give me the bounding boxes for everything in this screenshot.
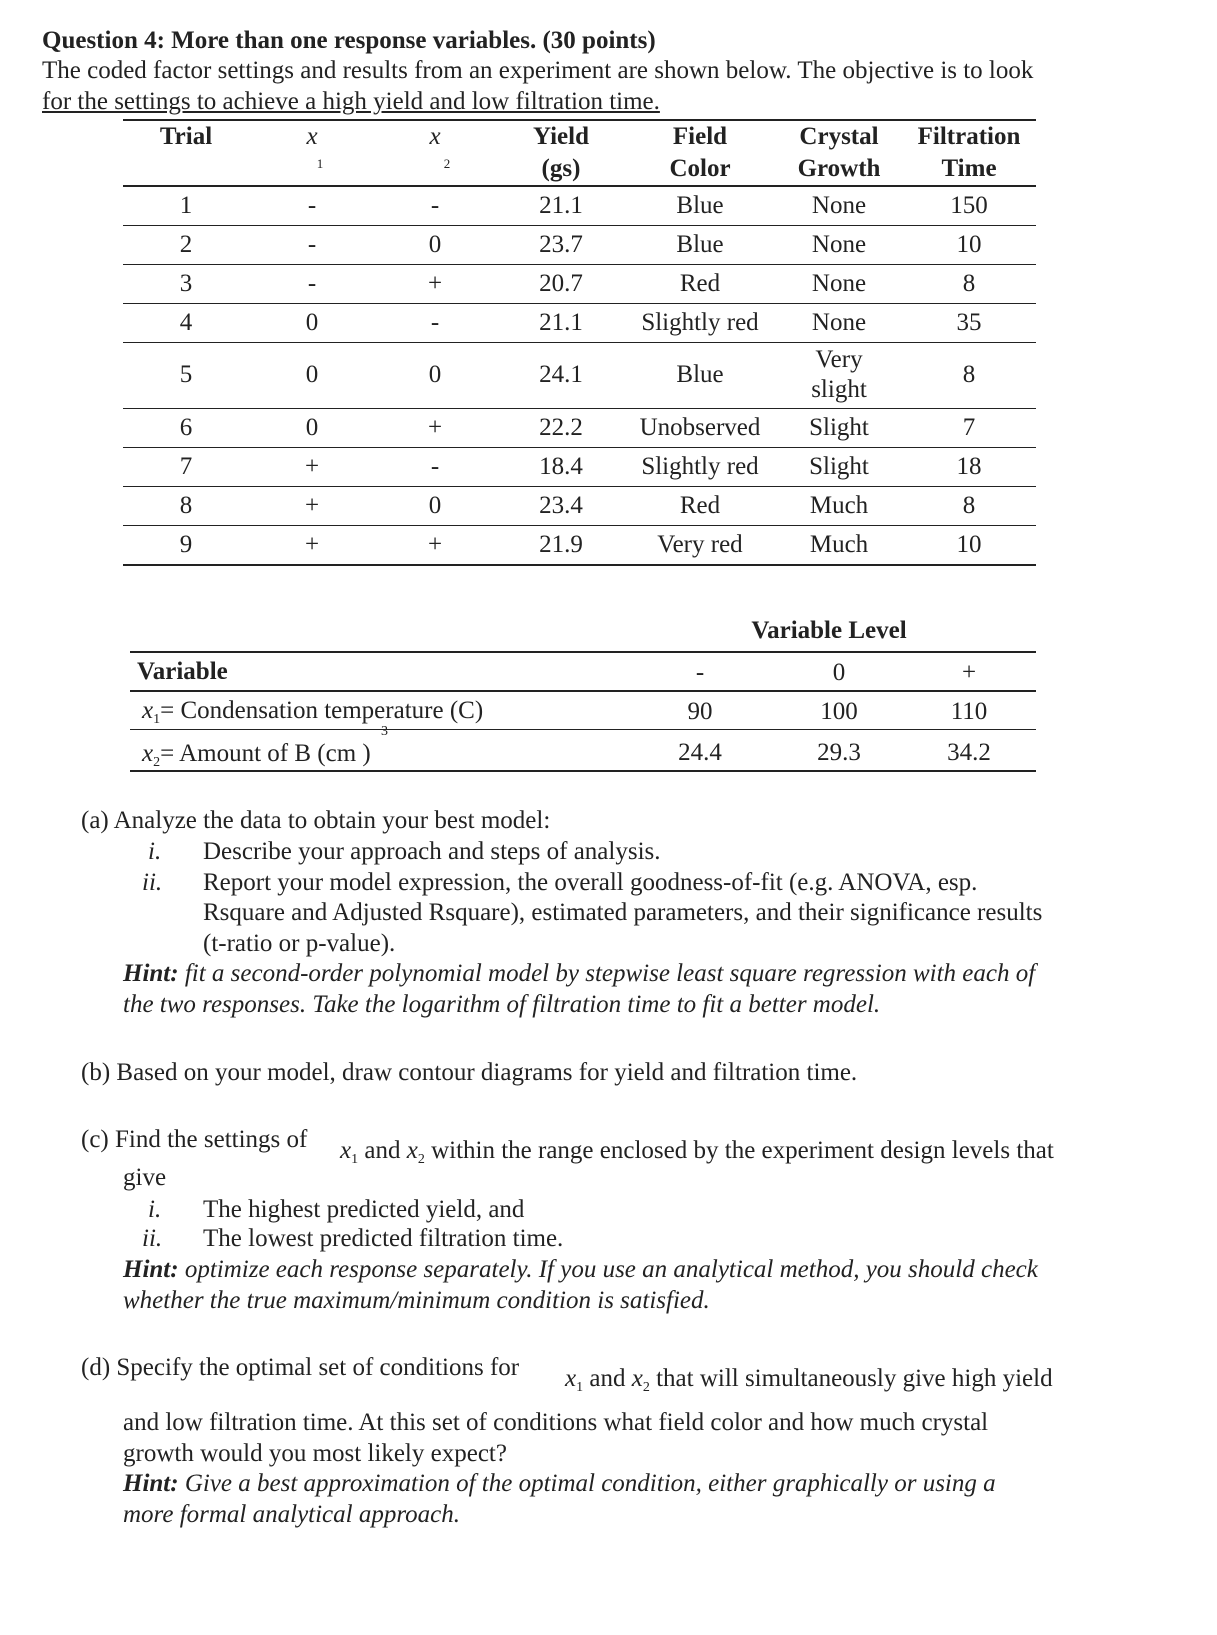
cell-x2: +	[427, 530, 443, 558]
and-text: and	[583, 1365, 632, 1392]
cell-field-color: Slightly red	[641, 452, 759, 480]
part-a-hint	[123, 960, 1035, 988]
cell-trial: 8	[179, 491, 193, 519]
row-divider	[123, 264, 1036, 265]
header-x2: x	[429, 123, 441, 150]
question-title: Question 4: More than one response variables. (30 points)	[42, 27, 656, 54]
cell-filtration-time: 18	[956, 452, 982, 480]
cell-crystal-growth: None	[811, 308, 867, 336]
level-plus: +	[961, 659, 977, 686]
x1-subscript: 1	[351, 1152, 359, 1167]
table-rule	[130, 729, 1036, 730]
variable-x2-label	[142, 740, 371, 770]
part-c-label: (c) Find the settings of	[81, 1126, 308, 1153]
part-c-ii-text: The lowest predicted filtration time.	[203, 1225, 564, 1252]
cell-x1: -	[307, 269, 317, 297]
cell-x1: 0	[305, 361, 319, 388]
table-rule	[123, 119, 1036, 121]
cell-trial: 4	[179, 308, 193, 336]
cell-x1: 0	[305, 308, 319, 336]
cell-x2: -	[430, 191, 440, 219]
hint-text: fit a second-order polynomial model by stepwise least square regression with each of	[178, 960, 1036, 987]
hint-label: Hint:	[123, 960, 179, 987]
header-yield-unit: (gs)	[541, 155, 581, 182]
cell-filtration-time: 8	[962, 361, 976, 388]
cm-superscript: 3	[381, 724, 388, 739]
cell-trial: 1	[179, 191, 193, 219]
x1-description: = Condensation temperature (C)	[160, 697, 484, 724]
cell-yield: 21.9	[539, 530, 583, 558]
hint-label: Hint:	[123, 1256, 179, 1283]
cell-yield: 23.7	[539, 230, 583, 258]
cell-crystal-growth: Much	[809, 530, 869, 558]
part-a-hint-cont: the two responses. Take the logarithm of filtration time to fit a better model.	[123, 991, 881, 1018]
cell-yield: 24.1	[539, 361, 583, 388]
cell-x2: -	[430, 308, 440, 336]
header-x1-sub: 1	[316, 156, 324, 171]
cell-field-color: Very red	[657, 530, 743, 558]
cell-crystal-growth: Slight	[809, 413, 869, 441]
x2-level-plus: 34.2	[947, 739, 991, 766]
x2-subscript: 2	[153, 755, 161, 770]
x1-subscript: 1	[576, 1380, 584, 1395]
x1-level-plus: 110	[950, 698, 988, 725]
header-filtration: Filtration	[917, 123, 1021, 150]
cell-field-color: Slightly red	[641, 308, 759, 336]
x2-symbol: x	[142, 740, 154, 767]
cell-filtration-time: 8	[962, 269, 976, 297]
part-d-text: growth would you most likely expect?	[123, 1440, 507, 1467]
cell-trial: 2	[179, 230, 193, 258]
x2-subscript: 2	[642, 1380, 650, 1395]
header-x1: x	[306, 123, 318, 150]
row-divider	[123, 525, 1036, 526]
x1-subscript: 1	[153, 712, 161, 727]
header-growth: Growth	[797, 155, 881, 182]
part-c-hint	[123, 1256, 1038, 1284]
part-c-text: within the range enclosed by the experiment design levels that	[431, 1137, 1054, 1164]
cell-field-color: Blue	[676, 361, 724, 388]
part-d-variables	[565, 1365, 1053, 1393]
header-crystal: Crystal	[799, 123, 879, 150]
part-a-ii-text: Report your model expression, the overall goodness-of-fit (e.g. ANOVA, esp.	[203, 869, 978, 896]
part-d-hint-cont: more formal analytical approach.	[123, 1501, 460, 1528]
table-rule	[123, 185, 1036, 187]
cell-x1: +	[304, 452, 320, 480]
x1-symbol: x	[565, 1365, 577, 1392]
header-x2-sub: 2	[443, 156, 451, 171]
header-time: Time	[941, 155, 997, 182]
cell-crystal-growth: None	[811, 191, 867, 219]
part-d-hint	[123, 1470, 996, 1498]
part-a-ii-text: Rsquare and Adjusted Rsquare), estimated parameters, and their significance results	[203, 899, 1043, 926]
part-b-text: (b) Based on your model, draw contour diagrams for yield and filtration time.	[81, 1059, 858, 1086]
level-zero: 0	[832, 659, 846, 686]
row-divider	[123, 303, 1036, 304]
cell-filtration-time: 10	[956, 530, 982, 558]
cell-field-color: Red	[679, 491, 721, 519]
cell-filtration-time: 8	[962, 491, 976, 519]
part-a-label: (a) Analyze the data to obtain your best model:	[81, 807, 551, 834]
header-field: Field	[672, 123, 728, 150]
x2-level-minus: 24.4	[678, 739, 722, 766]
part-c-i-text: The highest predicted yield, and	[203, 1196, 525, 1223]
variable-level-header: Variable Level	[751, 617, 907, 644]
cell-x1: -	[307, 191, 317, 219]
x2-symbol: x	[631, 1365, 643, 1392]
row-divider	[123, 564, 1036, 566]
part-a-ii-number: ii.	[142, 869, 163, 896]
cell-x2: 0	[428, 491, 442, 519]
variable-header: Variable	[137, 658, 228, 685]
row-divider	[123, 447, 1036, 448]
part-c-i-number: i.	[148, 1196, 162, 1223]
cell-x1: -	[307, 230, 317, 258]
cell-x1: 0	[305, 413, 319, 441]
table-rule	[130, 690, 1036, 692]
cell-trial: 9	[179, 530, 193, 558]
cell-x2: 0	[428, 230, 442, 258]
header-yield: Yield	[532, 123, 590, 150]
cell-yield: 22.2	[539, 413, 583, 441]
header-trial: Trial	[159, 123, 213, 150]
cell-trial: 6	[179, 413, 193, 441]
variable-x1-label	[142, 697, 484, 727]
cell-x2: +	[427, 413, 443, 441]
cell-trial: 3	[179, 269, 193, 297]
row-divider	[123, 342, 1036, 343]
cell-trial: 7	[179, 452, 193, 480]
x1-level-minus: 90	[687, 698, 713, 725]
cell-filtration-time: 7	[962, 413, 976, 441]
part-a-ii-text: (t-ratio or p-value).	[203, 930, 396, 957]
intro-text: The coded factor settings and results from an experiment are shown below. The objective is to look	[42, 57, 1034, 84]
cell-yield: 18.4	[539, 452, 583, 480]
part-d-text: that will simultaneously give high yield	[656, 1365, 1053, 1392]
cell-yield: 20.7	[539, 269, 583, 297]
cell-field-color: Red	[679, 269, 721, 297]
part-c-ii-number: ii.	[142, 1225, 163, 1252]
part-c-give: give	[123, 1164, 167, 1191]
x2-subscript: 2	[417, 1152, 425, 1167]
cell-crystal-growth: Slight	[809, 452, 869, 480]
header-color: Color	[669, 155, 731, 182]
cell-filtration-time: 10	[956, 230, 982, 258]
part-d-label: (d) Specify the optimal set of conditions for	[81, 1354, 520, 1381]
cell-x1: +	[304, 530, 320, 558]
part-c-variables	[340, 1137, 1054, 1165]
cell-crystal-growth: Very slight	[811, 346, 867, 403]
cell-field-color: Blue	[676, 191, 724, 219]
cell-yield: 21.1	[539, 191, 583, 219]
part-a-i-number: i.	[148, 838, 162, 865]
intro-text: for the settings to achieve a high yield and low filtration time.	[42, 88, 660, 115]
part-d-text: and low filtration time. At this set of conditions what field color and how much crystal	[123, 1409, 989, 1436]
x2-symbol: x	[406, 1137, 418, 1164]
cell-field-color: Unobserved	[639, 413, 761, 441]
cell-x2: +	[427, 269, 443, 297]
x1-symbol: x	[142, 697, 154, 724]
cell-yield: 21.1	[539, 308, 583, 336]
cell-crystal-growth: Much	[809, 491, 869, 519]
hint-text: Give a best approximation of the optimal condition, either graphically or using a	[178, 1470, 996, 1497]
cell-x2: -	[430, 452, 440, 480]
cell-field-color: Blue	[676, 230, 724, 258]
part-a-i-text: Describe your approach and steps of analysis.	[203, 838, 661, 865]
cell-filtration-time: 35	[956, 308, 982, 336]
hint-label: Hint:	[123, 1470, 179, 1497]
x1-level-zero: 100	[820, 698, 858, 725]
cell-yield: 23.4	[539, 491, 583, 519]
cell-x2: 0	[428, 361, 442, 388]
level-minus: -	[695, 659, 705, 686]
cell-crystal-growth: None	[811, 269, 867, 297]
row-divider	[123, 486, 1036, 487]
cell-trial: 5	[179, 361, 193, 388]
part-c-hint-cont: whether the true maximum/minimum condition is satisfied.	[123, 1287, 710, 1314]
x2-level-zero: 29.3	[817, 739, 861, 766]
hint-text: optimize each response separately. If you use an analytical method, you should check	[178, 1256, 1038, 1283]
cell-crystal-growth: None	[811, 230, 867, 258]
and-text: and	[358, 1137, 407, 1164]
table-rule	[130, 770, 1036, 772]
x2-description: = Amount of B (cm )	[160, 740, 371, 767]
x1-symbol: x	[340, 1137, 352, 1164]
table-rule	[130, 651, 1036, 653]
cell-x1: +	[304, 491, 320, 519]
row-divider	[123, 225, 1036, 226]
row-divider	[123, 408, 1036, 409]
cell-filtration-time: 150	[950, 191, 988, 219]
